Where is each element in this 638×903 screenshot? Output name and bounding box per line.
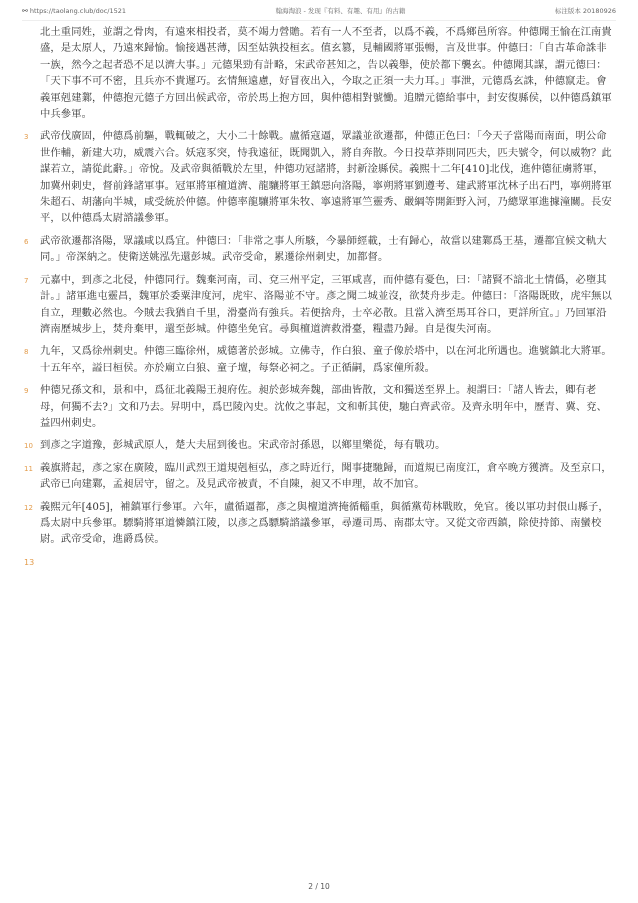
header-url[interactable]: https://taolang.club/doc/1521 [29, 6, 127, 15]
page-header [22, 4, 616, 17]
paragraph [24, 437, 612, 453]
paragraph-text: 武帝伐廣固，仲德爲前驅，戰輒破之，大小二十餘戰。盧循寇逼，眾議並欲遷都，仲德正色曰：「今天子當陽而南面，明公命世作輔，新建大功，威震六合。妖寇豕突，恃我遠征，既聞凱入，將自奔散。今日投草莽則同匹夫，匹夫號令，何以威物？此謀若立，請從此辭。」帝悅。及武帝與循戰於左里，仲德功冠諸將，封新淦縣侯。義熙十二年[410]北伐，進仲德征虜將軍，加冀州刺史，督前鋒諸軍事。冠軍將軍檀道濟、龍驤將軍王鎮惡向洛陽，寧朔將軍劉遵考、建武將軍沈林子出石門，寧朔將軍朱超石、胡藩向半城，咸受統於仲德。仲德率龍驤將軍朱牧、寧遠將軍竺靈秀、嚴綱等開鉅野入河，乃總眾軍進據潼關。長安平，以仲德爲太尉諮議參軍。 [40, 130, 612, 225]
paragraph-number: 11 [24, 464, 34, 473]
paragraph-number: 13 [24, 557, 35, 567]
paragraph [40, 24, 612, 122]
paragraph-number: 7 [24, 276, 29, 285]
paragraph [24, 499, 612, 548]
paragraph-text: 仲德兄孫文和，景和中，爲征北義陽王昶府佐。昶於彭城奔魏，部曲皆散，文和獨送至界上。昶謂曰：「諸人皆去，卿有老母，何獨不去?」文和乃去。昇明中，爲巴陵內史。沈攸之事起，文和斬其使，馳白齊武帝。及齊永明年中，歷青、冀、兗、益四州刺史。 [40, 384, 608, 429]
paragraph [24, 343, 612, 376]
header-url-group[interactable] [22, 7, 126, 15]
paragraph-text: 到彥之字道豫，彭城武原人，楚大夫屈到後也。宋武帝討孫恩，以鄉里樂從，每有戰功。 [40, 439, 446, 452]
link-icon: ⚯ [22, 6, 28, 15]
header-version: 标注版本 20180926 [554, 7, 616, 15]
paragraph-text: 北土重同姓，並謂之骨肉，有遠來相投者，莫不竭力營贍。若有一人不至者，以爲不義，不爲鄉邑所容。仲德聞王愉在江南貴盛，是太原人，乃遠來歸愉。愉接遇甚薄，因至姑孰投桓玄。值玄篡，見輔國將軍張暢，言及世事。仲德曰：「自古革命誅非一族，然今之起者恐不足以濟大事。」元德果勁有計略，宋武帝甚知之，告以義舉，使於都下襲玄。仲德聞其謀，謂元德曰：「天下事不可不密，且兵亦不貴遲巧。玄情無遠慮，好冒夜出入，今取之正須一夫力耳。」事泄，元德爲玄誅，仲德竄走。會義軍剋建鄴，仲德抱元德子方回出候武帝，帝於馬上抱方回，與仲德相對號慟。追贈元德給事中，封安復縣侯，以仲德爲鎮軍中兵參軍。 [40, 26, 612, 121]
paragraph-text: 元嘉中，到彥之北侵，仲德同行。魏棄河南，司、兗三州平定，三軍咸喜，而仲德有憂色，曰：「諸賢不諳北土情僞，必墮其計。」諸軍進屯靈昌，魏軍於委粟津度河，虎牢、洛陽並不守。彥之聞二城並沒，欲焚舟步走。仲德曰：「洛陽既敗，虎牢無以自立，理數必然也。今賊去我猶自千里，滑臺尚有強兵。若便捨舟，士卒必散。且當入濟至馬耳谷口，更詳所宜。」乃回軍沿濟南歷城步上，焚舟棄甲，還至彭城。仲德坐免官。尋與檀道濟救滑臺，糧盡乃歸。自是復失河南。 [40, 273, 612, 335]
document-body [24, 24, 612, 567]
page-indicator: 2 / 10 [308, 882, 330, 891]
paragraph-number: 10 [24, 442, 34, 451]
paragraph [24, 233, 612, 266]
paragraph-text: 九年，又爲徐州刺史。仲德三臨徐州，威德著於彭城。立佛寺，作白狼、童子像於塔中，以在河北所遇也。進號鎮北大將軍。十五年卒，謚曰桓侯。亦於廟立白狼、童子壇，每祭必祠之。子正循嗣，爲家僮所殺。 [40, 345, 612, 374]
paragraph-text: 義熙元年[405]，補鎮軍行參軍。六年，盧循逼都，彥之與檀道濟掩循輜重，與循黨荀林戰敗，免官。後以軍功封佷山縣子，爲太尉中兵參軍。驃騎將軍道憐鎮江陵，以彥之爲驃騎諮議參軍，尋遷司馬、南郡太守。又從文帝西鎮，除使持節、南蠻校尉。武帝受命，進爵爲侯。 [40, 500, 609, 546]
paragraph [24, 272, 612, 338]
paragraph-text: 義旗將起，彥之家在廣陵，臨川武烈王道規剋桓弘，彥之時近行，聞事捷馳歸，而道規已南度江，倉卒晚方獲濟。及至京口，武帝已向建鄴，孟昶居守，留之。及見武帝被責，不自陳，昶又不申理，故不加官。 [40, 461, 612, 491]
header-title: 翰海淘浪 - 发现『有料、有趣、有用』的古籍 [275, 7, 406, 15]
paragraph-number: 9 [24, 387, 29, 396]
paragraph-number: 8 [24, 348, 29, 357]
paragraph [24, 128, 612, 226]
paragraph-number: 6 [24, 237, 29, 246]
paragraph-text: 武帝欲遷都洛陽，眾議咸以爲宜。仲德曰：「非常之事人所駭，今暴師經載，士有歸心，故當以建鄴爲王基，遷都宜候文軌大同。」帝深納之。使衛送姚泓先還彭城。武帝受命，累遷徐州刺史，加都督。 [40, 234, 607, 264]
paragraph-number: 12 [24, 503, 34, 512]
paragraph [24, 460, 612, 493]
paragraph [24, 382, 612, 431]
paragraph-number: 3 [24, 133, 29, 142]
header-divider [22, 20, 616, 21]
